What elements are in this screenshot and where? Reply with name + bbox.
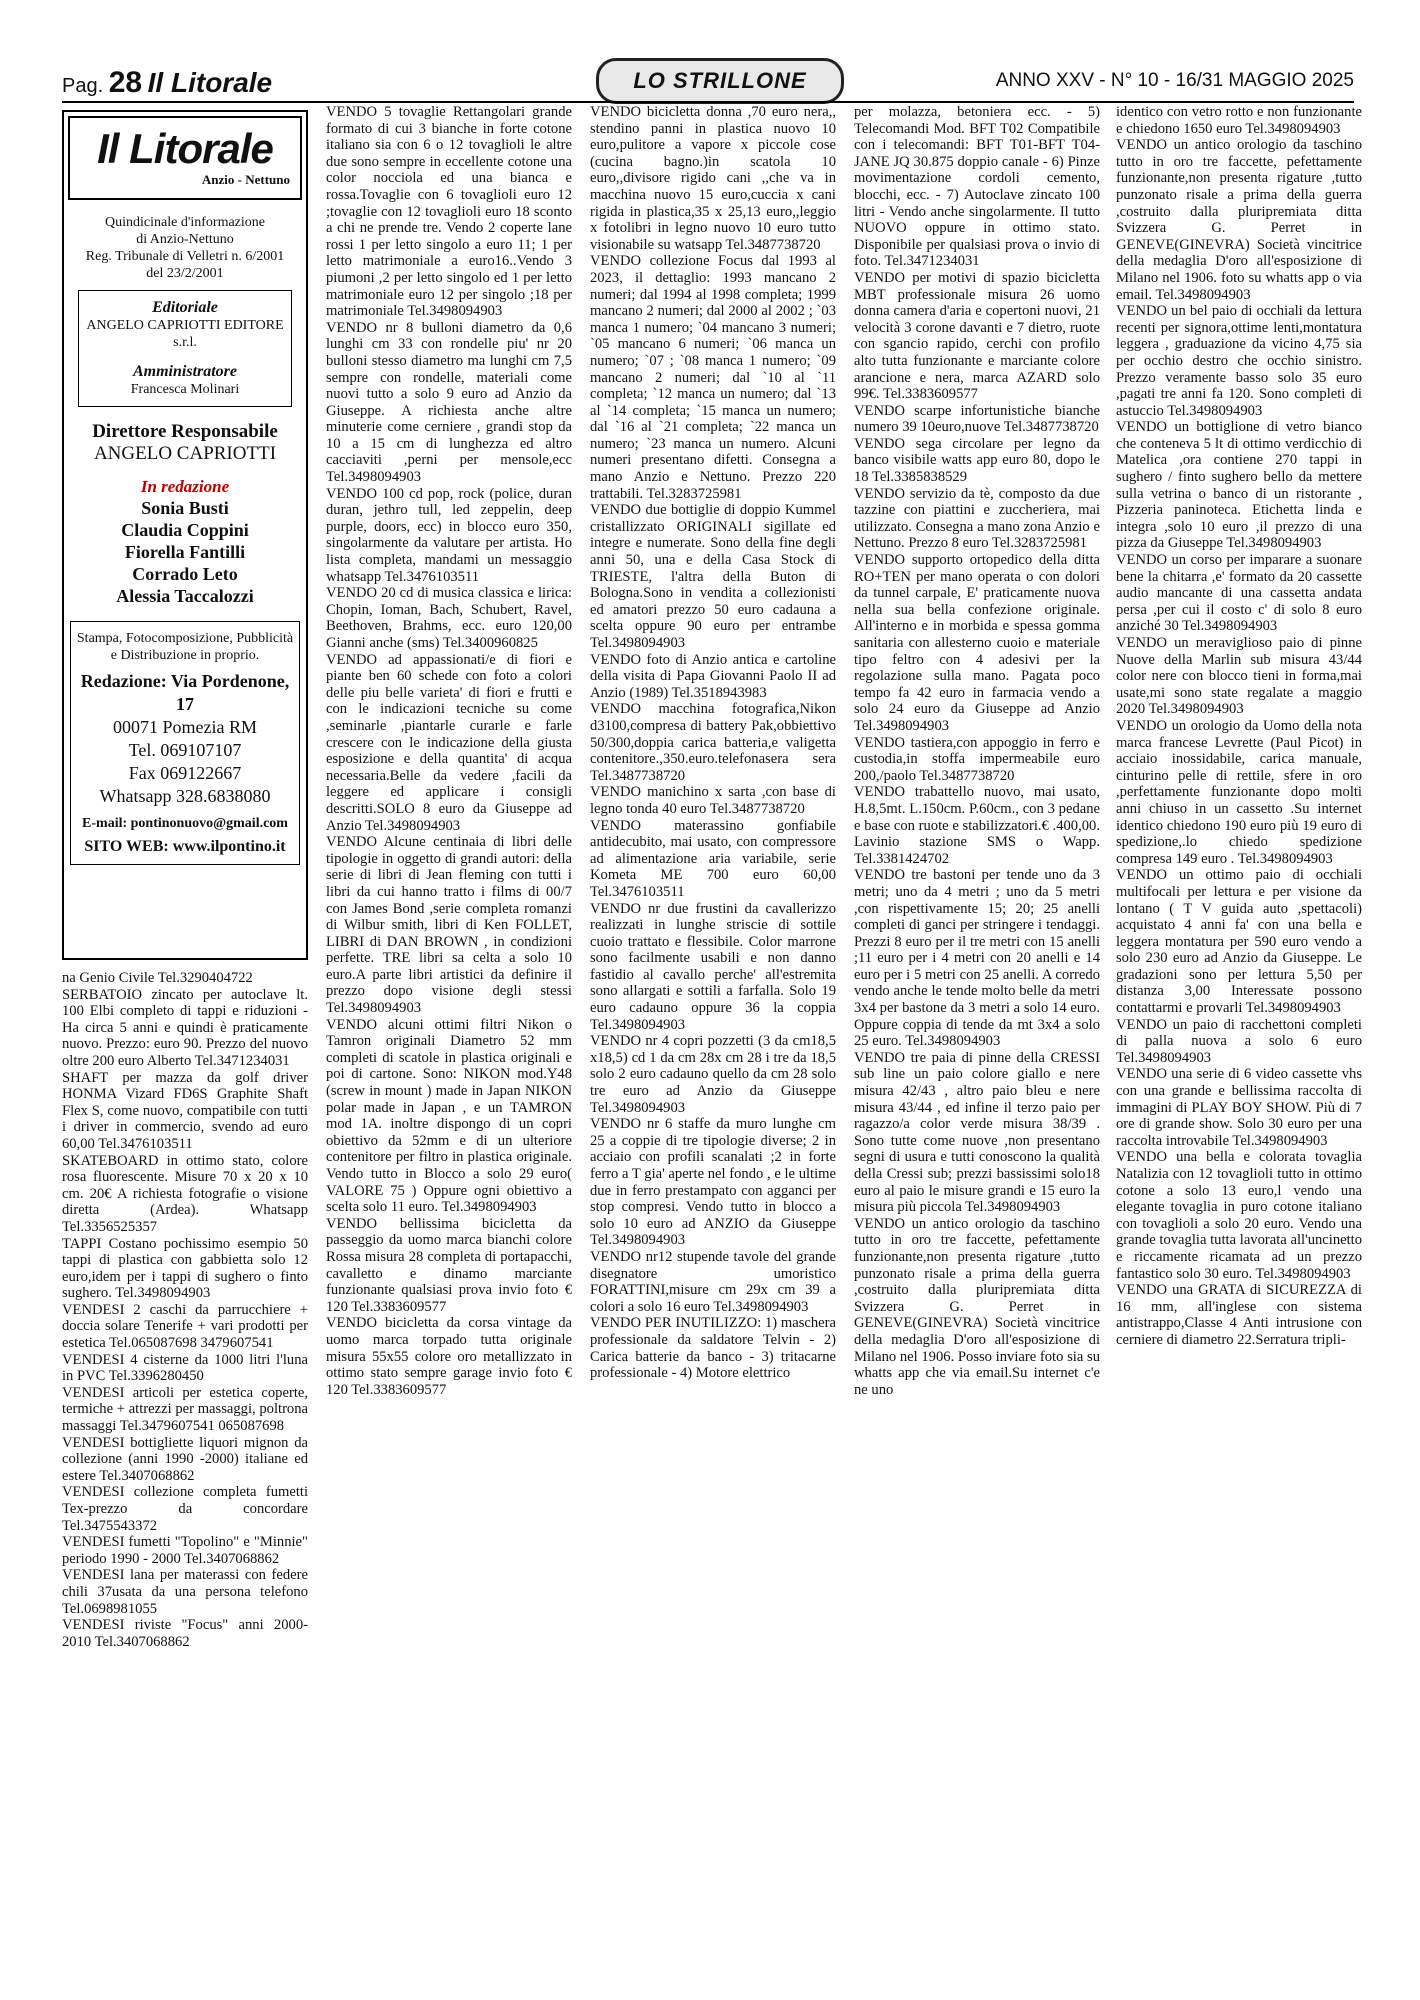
- classified-ad: VENDO servizio da tè, composto da due tazzine con piattini e zuccheriera, mai utilizzato. Consegna a mano zona Anzio e Nettuno. Prezzo 8 euro Tel.3283725981: [854, 485, 1100, 552]
- ads-column-3: [590, 104, 836, 1984]
- classified-ad: VENDO macchina fotografica,Nikon d3100,compresa di battery Pak,obbiettivo 50/300,doppia carica batteria,e valigetta contenitore.,350.euro.telefonasera sera Tel.3487738720: [590, 701, 836, 784]
- classified-ad: VENDESI collezione completa fumetti Tex-prezzo da concordare Tel.3475543372: [62, 1484, 308, 1534]
- staff-list: [64, 497, 306, 607]
- classified-ad: VENDO due bottiglie di doppio Kummel cristallizzato ORIGINALI sigillate ed integre e numerate. Sono della fine degli anni 50, una e della Casa Stock di TRIESTE, l'altra della Buton di Bologna.Sono in vendita a collezionisti ed amatori prezzo 50 euro cadauna a scelta oppure 90 euro per entrambe Tel.3498094903: [590, 502, 836, 651]
- classified-ad: VENDO supporto ortopedico della ditta RO+TEN per mano operata o con dolori da tunnel carpale, E' praticamente nuova nella sua bella confezione originale. All'interno e in morbida e spessa gomma sanitaria con allesterno cuoio e materiale tipo feltro con 4 adesivi per la regolazione sulla mano. Pagata poco tempo fa 42 euro in farmacia vendo a solo 24 euro da Giuseppe ad Anzio Tel.3498094903: [854, 552, 1100, 734]
- staff-name: Claudia Coppini: [121, 520, 249, 540]
- classified-ad: VENDO un antico orologio da taschino tutto in oro tre faccette, pefettamente funzionante,non presenta rigature ,tutto punzonato risale a prima della guerra ,costruito dalla pluripremiata ditta Svizzera G. Perret in GENEVE(GINEVRA) Società vincitrice della medaglia D'oro all'esposizione di Milano nel 1906. foto su whatts app o via email. Tel.3498094903: [1116, 137, 1362, 303]
- amministratore-label: Amministratore: [132, 363, 238, 380]
- staff-name: Corrado Leto: [132, 564, 238, 584]
- page-label-text: Pag.: [62, 75, 104, 97]
- classified-ad: VENDO tre bastoni per tende uno da 3 metri; uno da 4 metri ; uno da 5 metri ,con rispettivamente 15; 20; 25 anelli completi di ganci per stringere i tendaggi. Prezzi 8 euro per il tre metri con 15 anelli ;11 euro per i 4 metri con 20 anelli e 14 euro per i 5 metri con 25 anelli. A corredo vendo anche le tende molto belle da metri 3x4 per bastone da 3 metri a solo 14 euro. Oppure coppia di tende da mt 3x4 a solo 25 euro. Tel.3498094903: [854, 867, 1100, 1050]
- info-line: di Anzio-Nettuno: [136, 232, 234, 247]
- classified-ad: VENDO un meraviglioso paio di pinne Nuove della Marlin sub misura 43/44 color nere con blocco tieni in forma,mai usate,mi sono state regalate a maggio 2020 Tel.3498094903: [1116, 635, 1362, 718]
- classified-ad: SKATEBOARD in ottimo stato, colore rosa fluorescente. Misure 70 x 20 x 10 cm. 20€ A richiesta fotografie o visione diretta (Ardea). Whatsapp Tel.3356525357: [62, 1152, 308, 1235]
- classified-ad: VENDESI 2 caschi da parrucchiere + doccia solare Tenerife + vari prodotti per estetica Tel.065087698 3479607541: [62, 1301, 308, 1352]
- classified-ad: VENDO nr 8 bulloni diametro da 0,6 lunghi cm 33 con rondelle piu' nr 20 bulloni stesso diametro ma lunghi cm 7,5 sempre con rondelle, materiali come nuovi tutto a solo 9 euro ad Anzio da Giuseppe. A richiesta anche altre minuterie come cerniere , grandi stop da 10 a 15 cm di lunghezza ed altro cacciaviti ,perni per mensole,ecc Tel.3498094903: [326, 319, 572, 486]
- ads-column-1: [62, 970, 308, 1984]
- classified-ad: VENDO sega circolare per legno da banco visibile watts app euro 80, dopo le 18 Tel.3385838529: [854, 435, 1100, 486]
- classified-ad: VENDO collezione Focus dal 1993 al 2023, il dettaglio: 1993 mancano 2 numeri; dal 1994 al 1998 completa; 1999 mancano 2 numeri; dal 2000 al 2002 ; `03 manca 1 numero; `04 mancano 3 numeri; `05 mancano 6 numeri; `06 manca un numero; `07 ; `08 manca 1 numero; `09 mancano 2 numeri; dal `10 al `11 completa; `12 manca un numero; dal `13 al `14 completa; `15 manca un numero; dal `16 al `21 completa; `22 manca un numero; `23 manca un numero. Alcuni numeri presentano difetti. Consegna a mano Anzio e Nettuno. Prezzo 220 trattabili. Tel.3283725981: [590, 253, 836, 502]
- classified-ad: VENDO PER INUTILIZZO: 1) maschera professionale da saldatore Telvin - 2) Carica batterie da banco - 3) tritacarne professionale - 4) Motore elettrico: [590, 1315, 836, 1382]
- classified-ad: VENDO 5 tovaglie Rettangolari grande formato di cui 3 bianche in forte cotone italiano sia con 6 o 12 tovaglioli le altre due sono sempre in eccellente cotone una color nocciola ed una bianca e rossa.Tovaglie con 6 tovaglioli euro 12 ;tovaglie con 12 tovaglioli euro 18 sconto a chi ne prende tre. Vendo 2 coperte lane rossi 1 per letto singolo a euro 11; 1 per letto matrimoniale a euro16..Vendo 3 piumoni ,2 per letto singolo ed 1 per letto matrimoniale euro 12 per singolo ;18 per matrimoniale Tel.3498094903: [326, 104, 572, 320]
- classified-ad: VENDO tre paia di pinne della CRESSI sub line un paio colore giallo e nere misura 42/43 , altro paio bleu e nere misura 43/44 , ed infine il terzo paio per ragazzo/a color verde misura 38/39 . Sono tutte come nuove ,non presentano segni di usura e tutti conoscono la qualità della Cressi sub; prezzi bassissimi solo18 euro al paio le misure grandi e 15 euro la misura più piccola Tel.3498094903: [854, 1049, 1100, 1216]
- amministratore-name: Francesca Molinari: [130, 382, 240, 397]
- classified-ad: VENDESI 4 cisterne da 1000 litri l'luna in PVC Tel.3396280450: [62, 1351, 308, 1385]
- direttore-name: ANGELO CAPRIOTTI: [93, 443, 277, 464]
- classified-ad: VENDO ad appassionati/e di fiori e piante ben 60 schede con foto a colori delle piu belle varieta' di fiori e frutti e con le indicazioni tecniche su come ,seminarle ,piantarle curarle e farle crescere con le indicazione della giusta esposizione e della quantita' di acqua necessaria.Belle da vedere ,facili da leggere ed applicare i consigli descritti.SOLO 8 euro da Giuseppe ad Anzio Tel.3498094903: [326, 651, 572, 834]
- classified-ad: VENDO foto di Anzio antica e cartoline della visita di Papa Giovanni Paolo II ad Anzio (1989) Tel.3518943983: [590, 651, 836, 701]
- tel-line: Tel. 069107107: [128, 740, 242, 760]
- editoriale-name: ANGELO CAPRIOTTI EDITORE s.r.l.: [86, 318, 284, 350]
- issue-info: ANNO XXV - N° 10 - 16/31 MAGGIO 2025: [995, 70, 1354, 91]
- masthead-box: [62, 110, 308, 960]
- classified-ad: VENDO scarpe infortunistiche bianche numero 39 10euro,nuove Tel.3487738720: [854, 402, 1100, 436]
- info-line: Reg. Tribunale di Velletri n. 6/2001: [85, 249, 285, 264]
- staff-name: Sonia Busti: [141, 498, 229, 518]
- classified-ad: na Genio Civile Tel.3290404722: [62, 970, 253, 986]
- ads-column-5: [1116, 104, 1362, 1984]
- classified-ad: VENDO un corso per imparare a suonare bene la chitarra ,e' formato da 20 cassette audio mancante di una cassetta andata persa ,per cui il costo c' di solo 8 euro anziché 30 Tel.3498094903: [1116, 552, 1362, 635]
- classified-ad: SERBATOIO zincato per autoclave lt. 100 Elbi completo di tappi e riduzioni - Ha circa 5 anni e quindi è praticamente nuovo. Prezzo: euro 90. Prezzo del nuovo oltre 200 euro Alberto Tel.3471234031: [62, 986, 308, 1069]
- classified-ad: TAPPI Costano pochissimo esempio 50 tappi di plastica con gabbietta solo 12 euro,idem per i tappi di sughero o finto sughero. Tel.3498094903: [62, 1235, 308, 1302]
- contact-box: [70, 621, 300, 865]
- classified-ad: VENDO nr 4 copri pozzetti (3 da cm18,5 x18,5) cd 1 da cm 28x cm 28 i tre da 18,5 solo 2 euro cadauno quello da cm 28 solo tre euro ad Anzio da Giuseppe Tel.3498094903: [590, 1033, 836, 1116]
- classified-ad: VENDO un bel paio di occhiali da lettura recenti per signora,ottime lenti,montatura leggera , graduazione da vicino 4,75 sia per occhio destro che occhio sinistro. Prezzo veramente basso solo 35 euro ,pagati tre anni fa 120. Sono completi di astuccio Tel.3498094903: [1116, 303, 1362, 419]
- classified-ad: VENDO alcuni ottimi filtri Nikon o Tamron originali Diametro 52 mm completi di scatole in plastica originali e poi di cartone. Sono: NIKON mod.Y48 (screw in mount ) made in Japan NIKON polar made in Japan , e un TAMRON mod 1A. inoltre dispongo di un copri obiettivo da 52mm e di un ulteriore contenitore per filtro in plastica originale. Vendo tutto in Blocco a solo 29 euro( VALORE 75 ) Oppure ogni obiettivo a scelta solo 11 euro. Tel.3498094903: [326, 1016, 572, 1216]
- redazione-address: Redazione: Via Pordenone, 17: [80, 671, 290, 714]
- classified-ad: per molazza, betoniera ecc. - 5) Telecomandi Mod. BFT T02 Compatibile con i telecomandi: BFT T01-BFT T04-JANE JQ 30.875 doppio canale - 6) Pinze movimentazione cordoli cemento, blocchi, ecc. - 7) Autoclave zincato 100 litri - Vendo anche singolarmente. Il tutto NUOVO oppure in ottimo stato. Disponibile per qualsiasi prova o invio di foto. Tel.3471234031: [854, 104, 1100, 270]
- info-line: Quindicinale d'informazione: [105, 215, 265, 230]
- classified-ad: VENDO bellissima bicicletta da passeggio da uomo marca bianchi colore Rossa misura 28 completa di portapacchi, cavalletto e dinamo marciante funzionante qualsiasi prova invio foto € 120 Tel.3383609577: [326, 1215, 572, 1315]
- classified-ad: VENDO 20 cd di musica classica e lirica: Chopin, Ioman, Bach, Schubert, Ravel, Beethoven, Brahms, ecc. euro 120,00 Gianni anche (sms) Tel.3400960825: [326, 585, 572, 651]
- publication-name: Il Litorale: [147, 67, 273, 98]
- classified-ad: VENDO manichino x sarta ,con base di legno tonda 40 euro Tel.3487738720: [590, 784, 836, 817]
- redazione-label: In redazione: [140, 477, 230, 496]
- classified-ad: VENDESI articoli per estetica coperte, termiche + attrezzi per massaggi, poltrona massaggi Tel.3479607541 065087698: [62, 1384, 308, 1435]
- masthead-info: [64, 214, 306, 282]
- lo-strillone-logo: [596, 58, 844, 104]
- masthead-title: Il Litorale: [97, 125, 273, 172]
- masthead-title-box: [68, 116, 302, 200]
- info-line: del 23/2/2001: [146, 266, 224, 281]
- classified-ad: VENDESI fumetti "Topolino" e "Minnie" periodo 1990 - 2000 Tel.3407068862: [62, 1534, 308, 1567]
- cap-line: 00071 Pomezia RM: [113, 717, 257, 737]
- classified-ad: VENDO Alcune centinaia di libri delle tipologie in oggetto di grandi autori: della serie di libri di Jean fleming con tutti i libri da cui hanno tratto i films di 00/7 con James Bond ,serie completa romanzi di Wilbur smith, libri di Ken FOLLET, LIBRI di DAN BROWN , in condizioni perfette. TRE libri sa celta a solo 10 euro.A parte libri artistici da definire il prezzo dopo visione degli stessi Tel.3498094903: [326, 834, 572, 1017]
- page-label: [62, 66, 272, 100]
- classified-ad: VENDO nr12 stupende tavole del grande disegnatore umoristico FORATTINI,misure cm 29x cm 39 a colori a solo 16 euro Tel.3498094903: [590, 1248, 836, 1315]
- classified-ad: SHAFT per mazza da golf driver HONMA Vizard FD6S Graphite Shaft Flex S, come nuovo, compatibile con tutti i driver in commercio, svendo ad euro 60,00 Tel.3476103511: [62, 1069, 308, 1152]
- ads-column-4: [854, 104, 1100, 1984]
- masthead-subtitle: Anzio - Nettuno: [201, 172, 290, 187]
- classified-ad: VENDO una GRATA di SICUREZZA di 16 mm, all'inglese con sistema antistrappo,Classe 4 Anti intrusione con cerniere di diametro 22.Serratura tripli-: [1116, 1282, 1362, 1348]
- classified-ad: VENDESI lana per materassi con federe chili 37usata da una persona telefono Tel.0698981055: [62, 1567, 308, 1617]
- classified-ad: VENDO trabattello nuovo, mai usato, H.8,5mt. L.150cm. P.60cm., con 3 pedane e base con ruote e stabilizzatori.€ .400,00. Lavinio stazione SMS o Wapp. Tel.3381424702: [854, 784, 1100, 867]
- email-line[interactable]: E-mail: pontinonuovo@gmail.com: [82, 816, 288, 831]
- classified-ad: VENDO bicicletta donna ,70 euro nera,, stendino panni in plastica nuovo 10 euro,pulitore a vapore x piccole cose (cucina bagno.)in scatola 10 euro,,divisore rigido cani ,,che va in macchina nuovo 15 euro,cuccia x cani rigida in plastica,35 x 25,13 euro,,leggio x fotolibri in legno nuovo 10 euro tutto visionabile su watsapp Tel.3487738720: [590, 104, 836, 253]
- direttore-label: Direttore Responsabile: [92, 421, 278, 442]
- editoriale-label: Editoriale: [152, 299, 218, 316]
- classified-ad: VENDO materassino gonfiabile antidecubito, mai usato, con compressore ad alimentazione aria variabile, serie Kometa ME 700 euro 60,00 Tel.3476103511: [590, 817, 836, 900]
- whatsapp-line: Whatsapp 328.6838080: [99, 786, 271, 806]
- classified-ad: VENDESI riviste "Focus" anni 2000-2010 Tel.3407068862: [62, 1617, 308, 1650]
- classified-ad: VENDO nr due frustini da cavallerizzo realizzati in lunghe striscie di sottile cuoio trattato e flessibile. Color marrone sono facilmente usabili e non danno fastidio al cavallo perche' all'estremita sono allargati e sottili a farfalla. Solo 19 euro cadauno oppure 36 la coppia Tel.3498094903: [590, 900, 836, 1033]
- ads-column-2: [326, 104, 572, 1984]
- classified-ad: VENDO una serie di 6 video cassette vhs con una grande e bellissima raccolta di immagini di PLAY BOY SHOW. Più di 7 ore di grande show. Solo 30 euro per una raccolta introvabile Tel.3498094903: [1116, 1066, 1362, 1149]
- stampa-text: Stampa, Fotocomposizione, Pubblicità e Distribuzione in proprio.: [76, 631, 294, 663]
- page-number: 28: [108, 66, 143, 99]
- logo-text: LO STRILLONE: [633, 68, 807, 93]
- classified-ad: VENDO un paio di racchettoni completi di palla nuova a solo 6 euro Tel.3498094903: [1116, 1016, 1362, 1066]
- classified-ad: VENDO una bella e colorata tovaglia Natalizia con 12 tovaglioli tutto in ottimo cotone a solo 13 euro,l vendo una elegante tovaglia in puro cotone italiano con tovaglioli a solo 20 euro. Vendo una grande tovaglia tutta lavorata all'uncinetto e riccamente ricamata ad un prezzo fantastico solo 30 euro. Tel.3498094903: [1116, 1149, 1362, 1282]
- classified-ad: VENDO per motivi di spazio bicicletta MBT professionale misura 26 uomo donna camera d'aria e copertoni nuovi, 21 velocità 3 corone davanti e 7 dietro, ruote con sgancio rapido, cerchi con profilo alto tutta funzionante e marciante colore arancione e nera, marca AZARD solo 99€. Tel.3383609577: [854, 269, 1100, 403]
- editorial-box: [78, 290, 292, 407]
- classified-ad: identico con vetro rotto e non funzionante e chiedono 1650 euro Tel.3498094903: [1116, 104, 1362, 137]
- page-header: [0, 0, 1420, 100]
- classified-ad: VENDO tastiera,con appoggio in ferro e custodia,in stoffa impermeabile euro 200,/paolo Tel.3487738720: [854, 734, 1100, 784]
- staff-name: Fiorella Fantilli: [124, 542, 246, 562]
- staff-name: Alessia Taccalozzi: [116, 586, 254, 606]
- classified-ad: VENDO un orologio da Uomo della nota marca francese Levrette (Paul Picot) in acciaio inossidabile, carica manuale, cinturino pelle di rettile, sfere in oro ,perfettamente funzionante dopo molti anni chiuso in un cassetto .Su internet identico chiedono 190 euro più 19 euro di spedizione,.lo chiedo spedizione compresa 149 euro . Tel.3498094903: [1116, 717, 1362, 867]
- fax-line: Fax 069122667: [128, 763, 242, 783]
- header-divider: [62, 101, 1354, 103]
- classified-ad: VENDESI bottigliette liquori mignon da collezione (anni 1990 -2000) italiane ed estere Tel.3407068862: [62, 1434, 308, 1484]
- classified-ad: VENDO un ottimo paio di occhiali multifocali per lettura e per visione da lontano ( T V guida auto ,spettacoli) acquistato 4 anni fa' con una bella e leggera montatura per 590 euro vendo a solo 230 euro ad Anzio da Giuseppe. Le gradazioni sono per lettura 5,50 per distanza 3,00 Interessate possono contattarmi e provarli Tel.3498094903: [1116, 867, 1362, 1017]
- website-link[interactable]: SITO WEB: www.ilpontino.it: [84, 838, 286, 855]
- classified-ad: VENDO un bottiglione di vetro bianco che conteneva 5 lt di ottimo verdicchio di Matelica ,ora contiene 270 tappi in sughero / finto sughero bello da mettere sulla vetrina o banco di un ristorante , Pizzeria paninoteca. Etichetta linda e integra ,solo 10 euro ,il prezzo di una pizza da Giuseppe Tel.3498094903: [1116, 419, 1362, 552]
- classified-ad: VENDO un antico orologio da taschino tutto in oro tre faccette, pefettamente funzionante,non presenta rigature ,tutto punzonato risale a prima della guerra ,costruito dalla pluripremiata ditta Svizzera G. Perret in GENEVE(GINEVRA) Società vincitrice della medaglia D'oro all'esposizione di Milano nel 1906. Posso inviare foto sia su whatts app che via email.Su internet c'e ne uno: [854, 1215, 1100, 1398]
- classified-ad: VENDO bicicletta da corsa vintage da uomo marca torpado tutta originale misura 55x55 colore oro metallizzato in ottimo stato sempre garage invio foto € 120 Tel.3383609577: [326, 1315, 572, 1398]
- classified-ad: VENDO nr 6 staffe da muro lunghe cm 25 a coppie di tre tipologie diverse; 2 in acciaio con profili scanalati ;2 in forte ferro a T gia' aperte nel fondo , e le ultime due in ferro prestampato con agganci per stop compresi. Vendo tutto in blocco a solo 10 euro ad ANZIO da Giuseppe Tel.3498094903: [590, 1116, 836, 1249]
- classified-ad: VENDO 100 cd pop, rock (police, duran duran, jethro tull, led zeppelin, deep purple, doors, ecc) in blocco euro 350, singolarmente da valutare per artista. Ho lista completa, mandami un messaggio whatsapp Tel.3476103511: [326, 485, 572, 585]
